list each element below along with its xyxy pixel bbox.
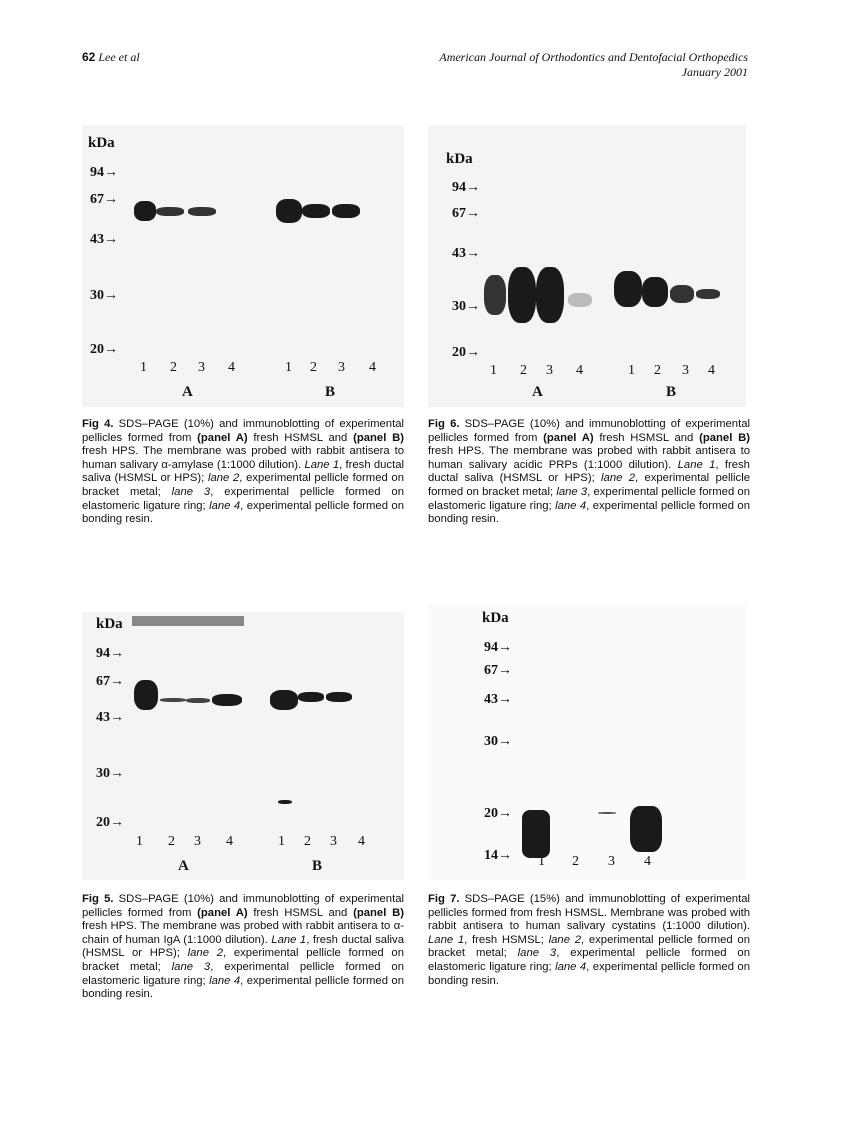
band [302,204,330,218]
lane-label: 2 [654,363,661,378]
marker-label: 94→ [90,165,118,180]
caption-segment: , fresh HSMSL; [464,933,549,946]
caption-segment: lane 2 [187,947,223,960]
fig7-blot [428,604,746,880]
band [642,277,668,307]
fig6-caption [428,418,750,527]
caption-segment: lane 2 [548,933,582,946]
marker-label: 20→ [96,815,124,830]
lane-label: 3 [608,854,615,869]
marker-label: 30→ [452,299,480,314]
marker-label: 43→ [484,692,512,707]
issue-date: January 2001 [681,65,748,79]
marker-label: 30→ [96,766,124,781]
caption-segment: fresh HPS. The membrane was probed with rabbit antisera to human salivary acidic PRPs (1:1000 dilution). [428,445,750,471]
marker-label: 43→ [96,710,124,725]
panel-label: B [312,858,323,874]
band [188,207,216,216]
caption-segment: SDS–PAGE (10%) and immunoblotting of experimental pellicles formed from [82,893,405,919]
fig6-blot [428,125,746,407]
caption-segment: lane 2 [601,472,636,485]
caption-segment: Fig 5. [82,893,114,905]
lane-label: 4 [358,834,365,849]
band [326,692,352,702]
page-number: 62 [82,50,96,64]
lane-label: 2 [572,854,579,869]
caption-segment: , experimental pellicle formed on bracket metal; [82,947,404,973]
caption-segment: lane 2 [207,472,240,485]
marker-label: 30→ [90,288,118,303]
caption-segment: fresh HSMSL and [247,431,354,444]
caption-segment: lane 4 [555,960,587,973]
caption-segment: lane 3 [556,485,588,498]
fig5-caption [82,893,404,1002]
caption-segment: SDS–PAGE (10%) and immunoblotting of experimental pellicles formed from [428,418,751,444]
marker-label: 43→ [90,232,118,247]
marker-label: 67→ [96,674,124,689]
caption-segment: fresh HPS. The membrane was probed with rabbit antisera to human salivary α-amylase (1:1000 dilution). [82,445,404,471]
fig5-blot [82,612,404,880]
lane-label: 4 [576,363,583,378]
unit-label: kDa [482,610,509,626]
lane-label: 2 [520,363,527,378]
lane-label: 2 [304,834,311,849]
marker-label: 67→ [90,192,118,207]
lane-label: 3 [198,360,205,375]
marker-label: 43→ [452,246,480,261]
marker-label: 94→ [452,180,480,195]
band [156,207,184,216]
caption-segment: , experimental pellicle formed on bracket metal; [82,472,405,498]
band [278,800,292,804]
marker-label: 94→ [96,646,124,661]
caption-segment: , experimental pellicle formed on elastomeric ligature ring; [82,960,404,987]
lane-label: 3 [338,360,345,375]
caption-segment: , experimental pellicle formed on bracket metal; [428,472,750,498]
band [298,692,324,702]
caption-segment: Lane 1 [304,458,340,471]
marker-label: 20→ [90,342,118,357]
caption-segment: , experimental pellicle formed on bracket metal; [428,933,750,960]
fig4-blot [82,125,404,407]
caption-segment: Fig 7. [428,893,460,905]
band [696,289,720,299]
caption-segment: lane 4 [209,974,241,987]
caption-segment: SDS–PAGE (10%) and immunoblotting of experimental pellicles formed from [82,418,405,444]
lane-label: 1 [538,854,545,869]
caption-segment: , experimental pellicle formed on bonding resin. [82,974,404,1001]
lane-label: 3 [194,834,201,849]
caption-segment: Lane 1 [428,933,465,946]
caption-segment: lane 4 [209,499,241,512]
fig4-caption [82,418,404,527]
lane-label: 4 [644,854,651,869]
fig7-caption [428,893,750,988]
caption-segment: fresh HSMSL and [247,906,354,919]
band [630,806,662,852]
panel-label: B [666,384,677,400]
marker-label: 20→ [452,345,480,360]
caption-segment: SDS–PAGE (15%) and immunoblotting of experimental pellicles formed from fresh HSMSL. Membrane was probed with rabbit antisera to human salivary cystatins (1:1000 dilution). [428,893,751,933]
band [670,285,694,303]
band [276,199,302,223]
unit-label: kDa [88,135,115,151]
caption-segment: , experimental pellicle formed on elastomeric ligature ring; [428,485,751,512]
band [270,690,298,710]
caption-segment: , experimental pellicle formed on bonding resin. [82,499,404,526]
caption-segment: , experimental pellicle formed on bonding resin. [428,960,750,987]
caption-segment: (panel A) [543,431,594,444]
band [212,694,242,706]
panel-label: A [532,384,543,400]
caption-segment: lane 3 [171,960,211,973]
caption-segment: Fig 6. [428,418,460,430]
marker-label: 67→ [484,663,512,678]
band [508,267,536,323]
band [536,267,564,323]
running-header-left [82,50,140,65]
authors: Lee et al [98,50,140,64]
band [568,293,592,307]
band [614,271,642,307]
lane-label: 4 [228,360,235,375]
caption-segment: , experimental pellicle formed on elastomeric ligature ring; [82,485,404,512]
caption-segment: (panel A) [197,906,248,919]
caption-segment: Fig 4. [82,418,114,430]
marker-label: 20→ [484,806,512,821]
lane-label: 1 [136,834,143,849]
panel-label: B [325,384,336,400]
band [484,275,506,315]
lane-label: 1 [140,360,147,375]
lane-label: 1 [490,363,497,378]
lane-label: 4 [708,363,715,378]
lane-label: 1 [285,360,292,375]
caption-segment: , fresh ductal saliva (HSMSL or HPS); [82,933,404,960]
marker-label: 14→ [484,848,512,863]
lane-label: 4 [226,834,233,849]
lane-label: 3 [546,363,553,378]
lane-label: 1 [278,834,285,849]
journal-title: American Journal of Orthodontics and Dentofacial Orthopedics [439,50,748,64]
band [186,698,210,703]
panel-label: A [178,858,189,874]
running-header-right [439,50,748,80]
caption-segment: (panel B) [699,431,750,444]
lane-label: 3 [682,363,689,378]
lane-label: 1 [628,363,635,378]
lane-label: 3 [330,834,337,849]
caption-segment: , experimental pellicle formed on bonding resin. [428,499,750,526]
marker-label: 30→ [484,734,512,749]
caption-segment: lane 3 [171,485,211,498]
band [134,680,158,710]
unit-label: kDa [446,151,473,167]
lane-label: 4 [369,360,376,375]
lane-label: 2 [168,834,175,849]
caption-segment: , experimental pellicle formed on elastomeric ligature ring; [428,947,750,973]
band [598,812,616,814]
band [160,698,186,702]
caption-segment: Lane 1 [677,458,716,471]
caption-segment: , fresh ductal saliva (HSMSL or HPS); [428,458,750,485]
band [522,810,550,858]
band [134,201,156,221]
lane-label: 2 [170,360,177,375]
band [332,204,360,218]
panel-label: A [182,384,193,400]
caption-segment: fresh HPS. The membrane was probed with rabbit antisera to α-chain of human IgA (1:1000 dilution). [82,920,404,946]
caption-segment: lane 3 [517,947,557,960]
well-smear [132,616,244,626]
caption-segment: lane 4 [555,499,587,512]
caption-segment: , fresh ductal saliva (HSMSL or HPS); [82,458,404,485]
caption-segment: (panel B) [353,431,404,444]
marker-label: 94→ [484,640,512,655]
caption-segment: fresh HSMSL and [593,431,700,444]
marker-label: 67→ [452,206,480,221]
lane-label: 2 [310,360,317,375]
unit-label: kDa [96,616,123,632]
caption-segment: (panel B) [353,906,404,919]
caption-segment: (panel A) [197,431,248,444]
caption-segment: Lane 1 [271,933,307,946]
